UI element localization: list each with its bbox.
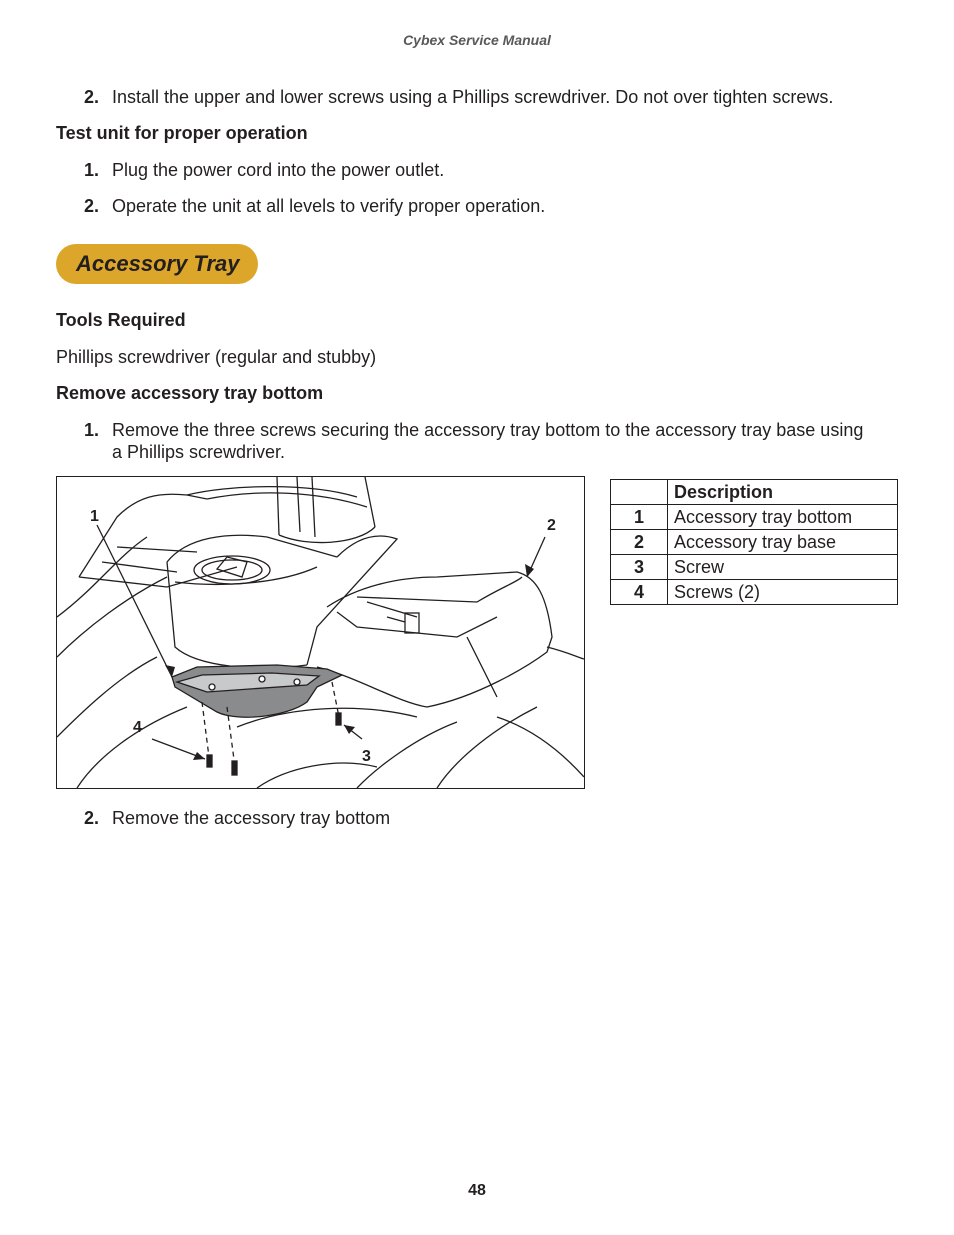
section-title-pill xyxy=(56,244,258,284)
callout-3: 3 xyxy=(362,748,371,765)
install-step-2 xyxy=(84,86,833,108)
test-step-2 xyxy=(84,195,545,217)
step-text: Plug the power cord into the power outlet. xyxy=(112,160,445,180)
step-text: Remove the accessory tray bottom xyxy=(112,808,391,828)
table-row xyxy=(611,530,898,555)
step-number: 1. xyxy=(84,160,100,180)
legend-header-row xyxy=(611,480,898,505)
section-title: Accessory Tray xyxy=(76,251,240,276)
legend-description: Screws (2) xyxy=(668,580,898,605)
legend-header-description: Description xyxy=(668,480,898,505)
legend-description: Accessory tray bottom xyxy=(668,505,898,530)
callout-1: 1 xyxy=(90,508,99,525)
remove-step-2 xyxy=(84,807,390,829)
table-row xyxy=(611,555,898,580)
callout-4: 4 xyxy=(133,719,142,736)
callout-2: 2 xyxy=(547,517,556,534)
parts-legend-table xyxy=(610,479,898,605)
step-number: 2. xyxy=(84,196,100,216)
step-text: Install the upper and lower screws using a Phillips screwdriver. Do not over tighten screws. xyxy=(112,87,834,107)
step-number: 2. xyxy=(84,808,100,828)
test-unit-heading: Test unit for proper operation xyxy=(56,123,308,143)
legend-description: Accessory tray base xyxy=(668,530,898,555)
remove-step-1-continued: a Phillips screwdriver. xyxy=(112,442,286,462)
legend-number: 3 xyxy=(611,555,668,580)
step-text: Operate the unit at all levels to verify proper operation. xyxy=(112,196,546,216)
tools-required-heading: Tools Required xyxy=(56,310,186,330)
accessory-tray-figure xyxy=(56,476,585,789)
page-number: 48 xyxy=(468,1182,486,1199)
legend-number: 4 xyxy=(611,580,668,605)
step-number: 1. xyxy=(84,420,100,440)
table-row xyxy=(611,505,898,530)
legend-header-blank xyxy=(611,480,668,505)
step-number: 2. xyxy=(84,87,100,107)
legend-number: 2 xyxy=(611,530,668,555)
remove-tray-heading: Remove accessory tray bottom xyxy=(56,383,324,403)
test-step-1 xyxy=(84,159,444,181)
remove-step-1 xyxy=(84,419,914,441)
table-row xyxy=(611,580,898,605)
step-text-line-1: Remove the three screws securing the accessory tray bottom to the accessory tray base using xyxy=(112,420,864,440)
legend-description: Screw xyxy=(668,555,898,580)
running-header: Cybex Service Manual xyxy=(403,32,551,48)
legend-number: 1 xyxy=(611,505,668,530)
accessory-tray-illustration xyxy=(57,477,584,788)
tools-required-text: Phillips screwdriver (regular and stubby) xyxy=(56,347,377,367)
